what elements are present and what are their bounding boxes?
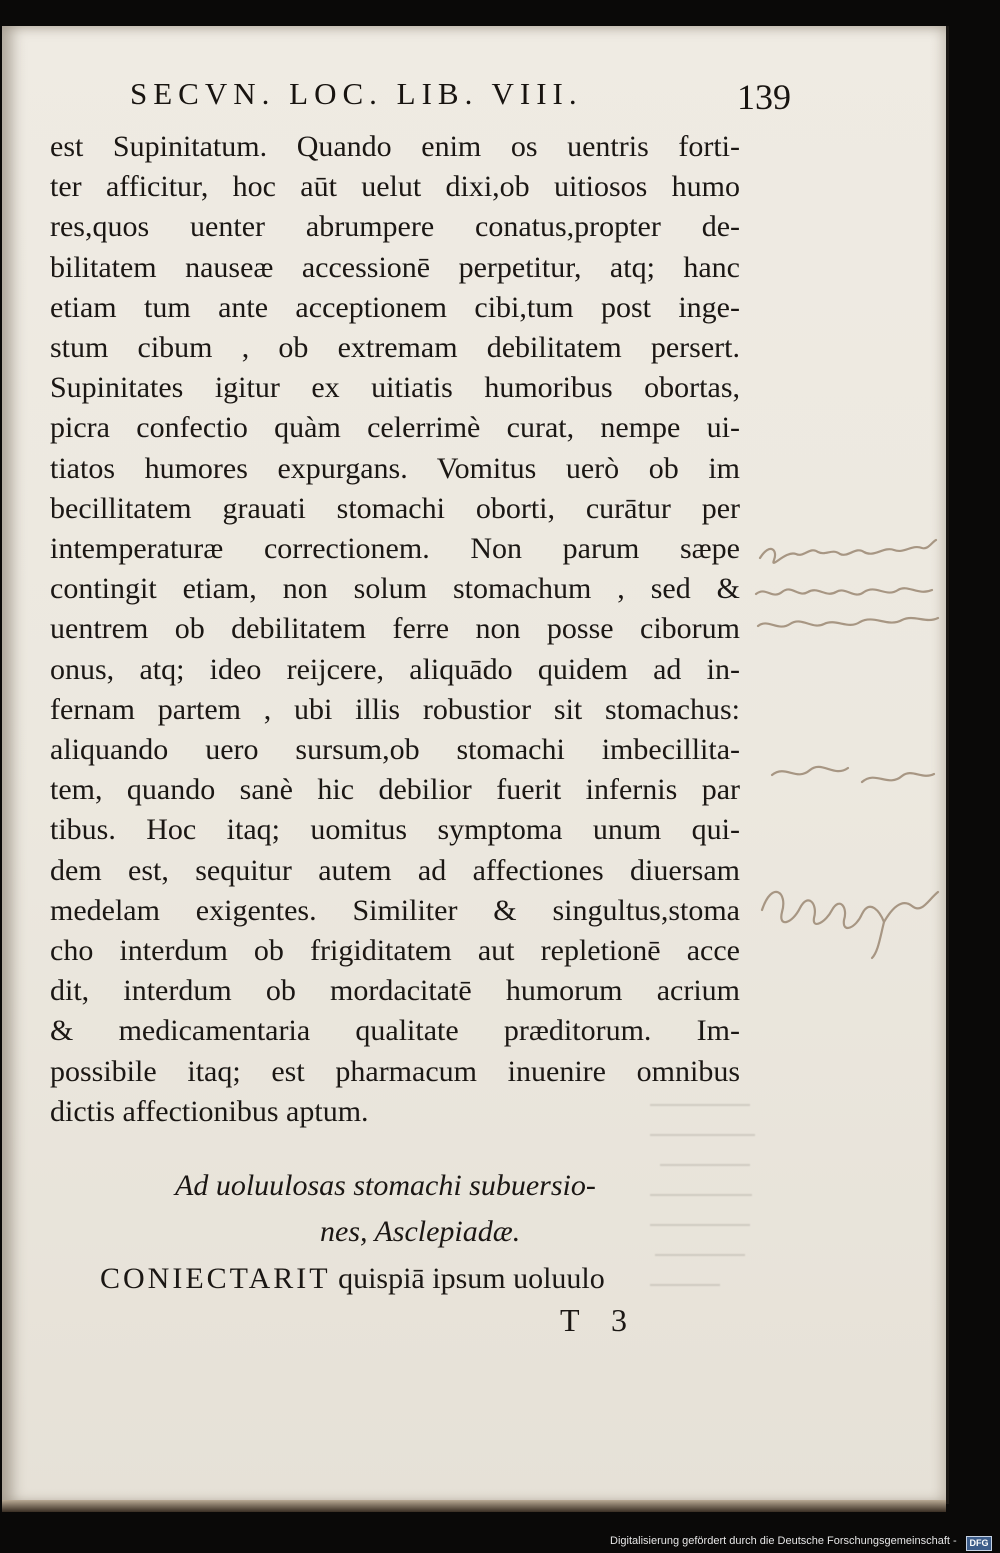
text-line: dictis affectionibus aptum. [50,1094,369,1128]
handwritten-marginalia [752,520,942,960]
signature-mark: T 3 [560,1302,639,1338]
text-line: ter afficitur, hoc aūt uelut dixi,ob uitiosos humo [50,170,740,204]
text-line: stum cibum , ob extremam debilitatem persert. [50,331,740,365]
paragraph-opening [100,1262,745,1296]
text-line: picra confectio quàm celerrimè curat, nempe ui- [50,411,740,445]
show-through-text [640,1085,760,1335]
text-line: & medicamentaria qualitate præditorum. Im- [50,1014,740,1048]
text-line: onus, atq; ideo reijcere, aliquādo quidem ad in- [50,652,740,686]
text-line: possibile itaq; est pharmacum inuenire omnibus [50,1054,740,1088]
show-through-marks [640,1085,760,1335]
text-line: tibus. Hoc itaq; uomitus symptoma unum qui- [50,813,740,847]
recipe-heading [175,1163,645,1255]
recipe-heading-line-2: nes, Asclepiadæ. [320,1215,521,1248]
dfg-logo: DFG [966,1536,992,1551]
recipe-heading-line-1: Ad uoluulosas stomachi subuersio- [175,1169,596,1202]
text-line: res,quos uenter abrumpere conatus,propter de- [50,210,740,244]
text-line: Supinitates igitur ex uitiatis humoribus obortas, [50,371,740,405]
text-line: tem, quando sanè hic debilior fuerit infernis par [50,773,740,807]
text-line: tiatos humores expurgans. Vomitus uerò ob im [50,451,740,485]
text-line: intemperaturæ correctionem. Non parum sæpe [50,532,740,566]
running-header: SECVN. LOC. LIB. VIII. [130,76,583,111]
text-line: cho interdum ob frigiditatem aut repletionē acce [50,934,740,968]
text-line: becillitatem grauati stomachi oborti, curātur per [50,491,740,525]
page-edge-shadow [2,1500,946,1512]
text-line: aliquando uero sursum,ob stomachi imbecillita- [50,733,740,767]
text-line: medelam exigentes. Similiter & singultus,stoma [50,893,740,927]
text-line: dem est, sequitur autem ad affectiones diuersam [50,853,740,887]
text-line: uentrem ob debilitatem ferre non posse ciborum [50,612,740,646]
digitization-credit: Digitalisierung gefördert durch die Deutsche Forschungsgemeinschaft - [610,1535,957,1547]
opening-continuation: quispiā ipsum uoluulo [330,1262,605,1295]
text-line: est Supinitatum. Quando enim os uentris forti- [50,130,740,163]
text-line: etiam tum ante acceptionem cibi,tum post inge- [50,290,740,324]
text-line: fernam partem , ubi illis robustior sit stomachus: [50,692,740,726]
opening-capitals: CONIECTARIT [100,1262,331,1295]
text-line: contingit etiam, non solum stomachum , sed & [50,572,740,606]
text-line: bilitatem nauseæ accessionē perpetitur, atq; hanc [50,250,740,284]
main-text-block [50,127,740,1132]
text-line: dit, interdum ob mordacitatē humorum acrium [50,974,740,1008]
marginalia-scribbles [752,520,942,960]
page-number: 139 [737,77,791,117]
